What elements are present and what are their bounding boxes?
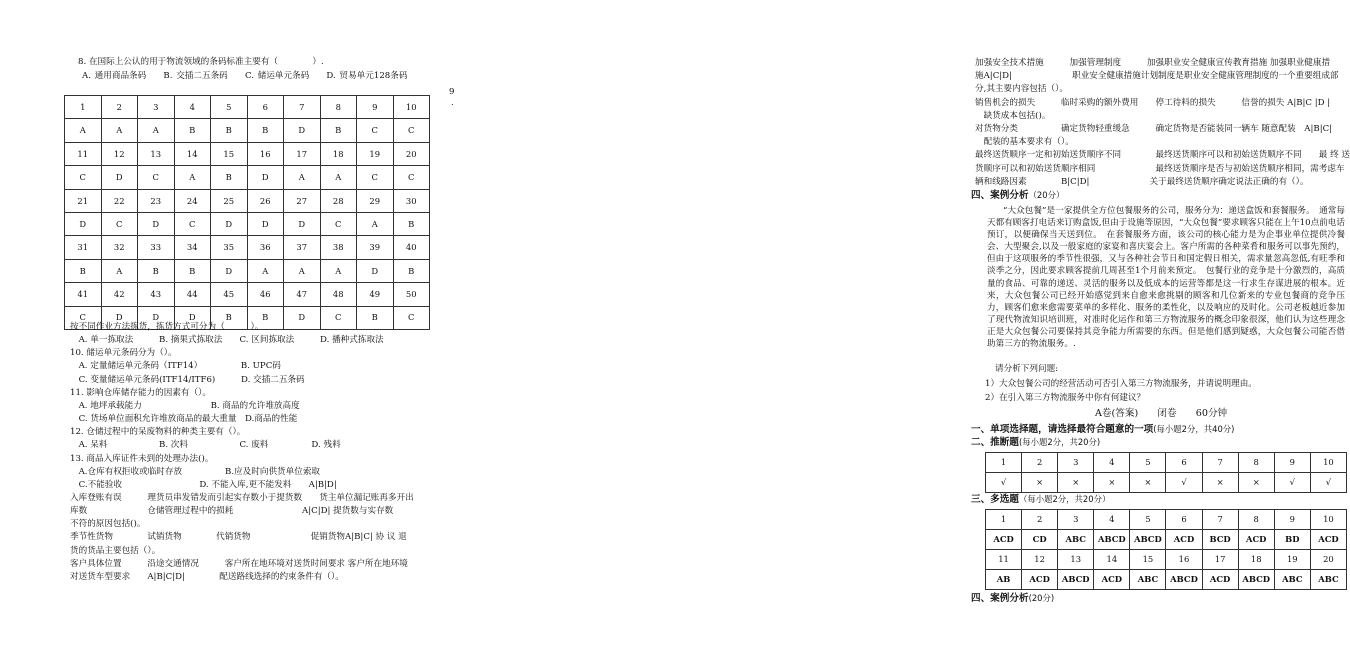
question-number-cell: 6 [1166,510,1202,530]
answer-cell: ABCD [1130,530,1166,550]
answer-cell: B [393,212,430,235]
answer-cell: A [284,259,321,282]
answer-cell: B [393,259,430,282]
single-choice-answer-table [64,95,430,330]
answer-cell: D [247,166,284,189]
question-number-cell: 50 [393,283,430,306]
judgement-mark-cell: × [1202,473,1238,493]
answer-cell: C [65,166,102,189]
question-number-cell: 33 [138,236,175,259]
question-number-cell: 36 [247,236,284,259]
left-text-line: A. 单一拣取法 B. 摘果式拣取法 C. 区间拣取法 D. 播种式拣取法 [70,335,384,346]
answer-cell: A [320,259,357,282]
answer-cell: ACD [1238,530,1274,550]
right-text-line: 分,其主要内容包括（）。 [975,84,1068,95]
answer-cell: AB [986,570,1022,590]
question-number-cell: 13 [138,142,175,165]
question-8: 8. 在国际上公认的用于物流领域的条码标准主要有（ ）. [78,57,324,67]
case-question-2: 2）在引入第三方物流服务中你有何建议？ [985,393,1146,403]
left-text-line: C. 变量储运单元条码(ITF14/ITF6) D. 交插二五条码 [70,374,305,385]
sec4b-heading [971,593,1054,605]
judgement-mark-cell: √ [1310,473,1346,493]
question-number-cell: 45 [211,283,248,306]
question-number-cell: 23 [138,189,175,212]
question-number-cell: 9 [1274,510,1310,530]
answer-cell: ABC [1058,530,1094,550]
question-number-cell: 46 [247,283,284,306]
question-number-cell: 8 [1238,453,1274,473]
question-number-cell: 44 [174,283,211,306]
question-number-cell: 7 [284,96,321,119]
answer-cell: B [174,119,211,142]
answer-cell: A [138,119,175,142]
paper-a-title: A卷(答案) 闭卷 60分钟 [1095,408,1228,419]
question-number-cell: 15 [1130,550,1166,570]
question-number-cell: 7 [1202,510,1238,530]
judgement-mark-cell: × [1058,473,1094,493]
side-number: 9 [449,87,455,97]
question-number-cell: 20 [393,142,430,165]
answer-grid-row [65,119,430,142]
multiple-choice-answer-table [985,509,1347,590]
question-number-cell: 10 [1310,453,1346,473]
answer-grid-row [65,259,430,282]
question-number-cell: 20 [1310,550,1346,570]
left-text-line: A.仓库有权拒收或临时存放 B.应及时向供货单位索取 [70,466,321,477]
right-text-line: 缺货成本包括()。 [975,110,1051,121]
left-text-line: A. 呆料 B. 次料 C. 废料 D. 残料 [70,440,341,451]
question-number-cell: 5 [1130,510,1166,530]
answer-cell: D [284,119,321,142]
left-text-line: 库数 仓储管理过程中的损耗 A|C|D| 提货数与实存数 [70,506,394,517]
left-text-line: 按不同作业方法拣货，拣货方式可分为（ ）。 [70,322,264,332]
question-number-cell: 39 [357,236,394,259]
question-number-cell: 27 [284,189,321,212]
case-section-score: （20分） [1028,190,1065,200]
answer-cell: D [174,306,211,329]
question-number-cell: 13 [1058,550,1094,570]
right-text-line: 对货物分类 确定货物轻重缓急 确定货物是否能装同一辆车 随意配装 A|B|C| [975,124,1333,134]
question-number-cell: 5 [211,96,248,119]
answer-cell: C [393,306,430,329]
question-number-cell: 2 [1022,510,1058,530]
answer-cell: B [211,119,248,142]
question-number-cell: 21 [65,189,102,212]
judgement-mark-cell: × [1022,473,1058,493]
answer-cell: BCD [1202,530,1238,550]
left-text-line: 11. 影响仓库储存能力的因素有（）。 [70,387,212,398]
answer-cell: C [357,119,394,142]
question-number-cell: 25 [211,189,248,212]
right-text-line: 货顺序可以和初始送货顺序相同 最终送货顺序是否与初始送货顺序相同，需考虑车 [975,163,1345,174]
question-number-cell: 8 [320,96,357,119]
answer-cell: C [357,166,394,189]
question-number-cell: 17 [1202,550,1238,570]
question-number-cell: 16 [1166,550,1202,570]
answer-grid-row [65,142,430,165]
question-number-cell: 32 [101,236,138,259]
judgement-mark-cell: √ [1166,473,1202,493]
left-text-line: C. 货场单位面积允许堆放商品的最大重量 D.商品的性能 [70,414,298,425]
answer-cell: ACD [1022,570,1058,590]
question-number-cell: 28 [320,189,357,212]
left-text-line: 季节性货物 试销货物 代销货物 促销货物A|B|C| 协 议 退 [70,532,407,543]
question-number-cell: 6 [1166,453,1202,473]
judgement-mark-cell: × [1130,473,1166,493]
question-number-cell: 41 [65,283,102,306]
answer-cell: ACD [1166,530,1202,550]
question-number-cell: 48 [320,283,357,306]
answer-cell: B [247,119,284,142]
question-number-cell: 12 [1022,550,1058,570]
question-number-cell: 38 [320,236,357,259]
question-number-cell: 14 [1094,550,1130,570]
answer-grid-row [65,212,430,235]
question-number-cell: 11 [65,142,102,165]
answer-cell: C [65,306,102,329]
answer-cell: D [284,212,321,235]
sec3-heading [971,494,1110,506]
question-number-cell: 5 [1130,453,1166,473]
answer-cell: ABC [1310,570,1346,590]
left-text-line: 客户具体位置 沿途交通情况 客户所在地环境对送货时间要求 客户所在地环境 [70,558,408,569]
answer-cell: D [65,212,102,235]
answer-cell: A [65,119,102,142]
answer-grid-row [65,236,430,259]
answer-cell: B [138,259,175,282]
sec3-title: 三、多选题 [971,494,1019,505]
sec4b-score: (20分) [1028,593,1055,603]
answer-cell: A [284,166,321,189]
question-number-cell: 2 [101,96,138,119]
sec2-title: 二、推断题 [971,437,1019,448]
answer-cell: D [138,306,175,329]
answer-cell: ABCD [1166,570,1202,590]
question-number-cell: 15 [211,142,248,165]
question-number-cell: 29 [357,189,394,212]
answer-cell: B [211,306,248,329]
answer-cell: ACD [986,530,1022,550]
left-text-line: C.不能验收 D. 不能入库,更不能发料 A|B|D| [70,479,337,490]
question-8-options: A. 通用商品条码 B. 交插二五条码 C. 储运单元条码 D. 贸易单元128条码 [82,71,408,81]
question-number-cell: 31 [65,236,102,259]
right-text-line: 加强安全技术措施 加强管理制度 加强职业安全健康宣传教育措施 加强职业健康措 [975,58,1331,68]
case-question-1: 1）大众包餐公司的经营活动可否引入第三方物流服务，并请说明理由。 [985,379,1257,389]
sec1-heading [971,424,1234,436]
answer-cell: B [320,119,357,142]
answer-cell: C [138,166,175,189]
question-number-cell: 8 [1238,510,1274,530]
answer-cell: A [357,212,394,235]
question-number-cell: 40 [393,236,430,259]
answer-cell: C [393,119,430,142]
left-text-line: 入库登账有误 理货员串发错发而引起实存数小于提货数 货主单位漏记账再多开出 [70,492,414,503]
question-number-cell: 1 [986,510,1022,530]
multi-answer-row [986,550,1347,570]
question-number-cell: 7 [1202,453,1238,473]
answer-cell: A [320,166,357,189]
multi-answer-row [986,530,1347,550]
question-number-cell: 26 [247,189,284,212]
question-number-cell: 43 [138,283,175,306]
question-number-cell: 42 [101,283,138,306]
question-number-cell: 9 [1274,453,1310,473]
answer-cell: D [101,166,138,189]
left-text-line: A. 定量储运单元条码（ITF14） B. UPC码 [70,361,281,372]
question-number-cell: 3 [1058,510,1094,530]
sec3-score: （每小题2分，共20分） [1018,494,1111,504]
question-number-cell: 19 [1274,550,1310,570]
answer-grid-row [65,96,430,119]
question-number-cell: 22 [101,189,138,212]
answer-cell: ABCD [1238,570,1274,590]
right-text-line: 最终送货顺序一定和初始送货顺序不同 最终送货顺序可以和初始送货顺序不同 最 终 送 [975,150,1350,161]
sec2-heading [971,437,1100,449]
question-number-cell: 12 [101,142,138,165]
question-number-cell: 4 [1094,453,1130,473]
multi-answer-row [986,510,1347,530]
question-number-cell: 3 [138,96,175,119]
question-number-cell: 9 [357,96,394,119]
answer-cell: D [101,306,138,329]
answer-cell: D [211,212,248,235]
question-number-cell: 37 [284,236,321,259]
answer-cell: BD [1274,530,1310,550]
left-text-line: 对送货车型要求 A|B|C|D| 配送路线选择的约束条件有（）。 [70,571,344,582]
answer-cell: C [320,306,357,329]
left-column [0,0,475,658]
answer-grid-row [65,166,430,189]
answer-grid-row [65,283,430,306]
left-text-line: 货的货品主要包括（）。 [70,545,161,556]
question-number-cell: 1 [986,453,1022,473]
sec4b-title: 四、案例分析 [971,593,1029,604]
judgement-answer-table [985,452,1347,493]
question-number-cell: 4 [1094,510,1130,530]
right-text-line: 施A|C|D| 职业安全健康措施计划制度是职业安全健康管理制度的一个重要组成部 [975,71,1339,82]
question-number-cell: 10 [1310,510,1346,530]
right-text-line: 销售机会的损失 临时采购的额外费用 停工待料的损失 信誉的损失 A|B|C |D | [975,97,1331,108]
answer-cell: C [101,212,138,235]
answer-cell: A [101,119,138,142]
judgement-mark-cell: √ [1274,473,1310,493]
question-number-cell: 11 [986,550,1022,570]
left-text-line: 不符的原因包括()。 [70,519,146,530]
right-text-line: 辆和线路因素 B|C|D| 关于最终送货顺序确定说法正确的有（）。 [975,176,1309,187]
answer-cell: B [211,166,248,189]
case-prompt: 请分析下列问题: [995,364,1059,374]
question-number-cell: 16 [247,142,284,165]
answer-cell: B [174,259,211,282]
case-section-heading [971,190,1064,202]
answer-cell: ABC [1130,570,1166,590]
question-number-cell: 30 [393,189,430,212]
right-text-line: 配装的基本要求有（）。 [975,137,1074,148]
side-dot: . [451,98,454,108]
case-text: “大众包餐”是一家提供全方位包餐服务的公司，服务分为：递送盒饭和套餐服务。 通常每天都有顾客打电话来订购盒饭,但由于设施等原因，“大众包餐”要求顾客只能在上午10点前电话预订，以便确保当天送到位。 在套餐服务方面，该公司的核心能力是为企事业单位提供冷餐会、大型聚会,以及一般家庭的家宴和喜庆宴会上。客户所需的各种菜肴和服务可以事先预约，但由于这项服务的季节性很强，又与各种社会节日和国定假日相关，需求量忽高忽低,有旺季和淡季之分，因此要求顾客提前几周甚至1个月前来预定。 包餐行业的竞争是十分激烈的，高质量的食品、可靠的递送、灵活的服务以及低成本的运营等都是这一行求生存谋进展的根本。近来，大众包餐公司已经开始感觉到来自愈来愈挑剔的顾客和几位新来的专业包餐商的竞争压力，顾客们愈来愈需要菜单的多样化、服务的柔性化，以及响应的及时化。公司老板越近参加了现代物流知识培训班，对准时化运作和第三方物流服务的概念印象很深，他们认为这些理念正是大众包餐公司要保持其竞争能力所需要的东西。但是他们感到疑惑，大众包餐公司能否借助第三方的物流服务。. [987,206,1345,350]
answer-grid-row [65,189,430,212]
question-number-cell: 6 [247,96,284,119]
answer-cell: C [174,212,211,235]
right-column [475,0,1350,658]
question-number-cell: 10 [393,96,430,119]
question-number-cell: 17 [284,142,321,165]
answer-cell: C [393,166,430,189]
question-number-cell: 18 [1238,550,1274,570]
judgement-mark-cell: × [1238,473,1274,493]
answer-cell: C [320,212,357,235]
answer-cell: D [284,306,321,329]
question-number-cell: 34 [174,236,211,259]
left-text-line: 12. 仓储过程中的呆废物料的种类主要有（）。 [70,427,246,438]
sec1-title: 一、单项选择题，请选择最符合题意的一项 [971,424,1154,435]
case-section-title: 四、案例分析 [971,190,1029,201]
answer-cell: ABCD [1058,570,1094,590]
answer-cell: B [247,306,284,329]
left-text-line: A. 地坪承载能力 B. 商品的允许堆放高度 [70,400,300,411]
question-number-cell: 24 [174,189,211,212]
answer-cell: D [357,259,394,282]
question-number-cell: 2 [1022,453,1058,473]
question-number-cell: 3 [1058,453,1094,473]
answer-cell: B [357,306,394,329]
judgement-row [986,453,1347,473]
answer-cell: ACD [1094,570,1130,590]
answer-cell: ABCD [1094,530,1130,550]
sec2-score: (每小题2分，共20分) [1018,437,1101,447]
left-text-line: 10. 储运单元条码分为（）。 [70,348,177,359]
judgement-mark-cell: × [1094,473,1130,493]
question-number-cell: 35 [211,236,248,259]
question-number-cell: 19 [357,142,394,165]
question-number-cell: 1 [65,96,102,119]
answer-cell: ACD [1310,530,1346,550]
question-number-cell: 47 [284,283,321,306]
sec1-score: (每小题2分，共40分) [1153,424,1235,434]
question-number-cell: 4 [174,96,211,119]
answer-cell: D [247,212,284,235]
answer-cell: A [101,259,138,282]
judgement-mark-cell: √ [986,473,1022,493]
question-number-cell: 49 [357,283,394,306]
answer-cell: CD [1022,530,1058,550]
answer-cell: ABC [1274,570,1310,590]
judgement-row [986,473,1347,493]
answer-cell: D [138,212,175,235]
question-number-cell: 14 [174,142,211,165]
answer-cell: A [247,259,284,282]
question-number-cell: 18 [320,142,357,165]
answer-cell: D [211,259,248,282]
answer-cell: B [65,259,102,282]
multi-answer-row [986,570,1347,590]
answer-cell: ACD [1202,570,1238,590]
answer-cell: A [174,166,211,189]
left-text-line: 13. 商品入库证件未到的处理办法()。 [70,453,214,464]
